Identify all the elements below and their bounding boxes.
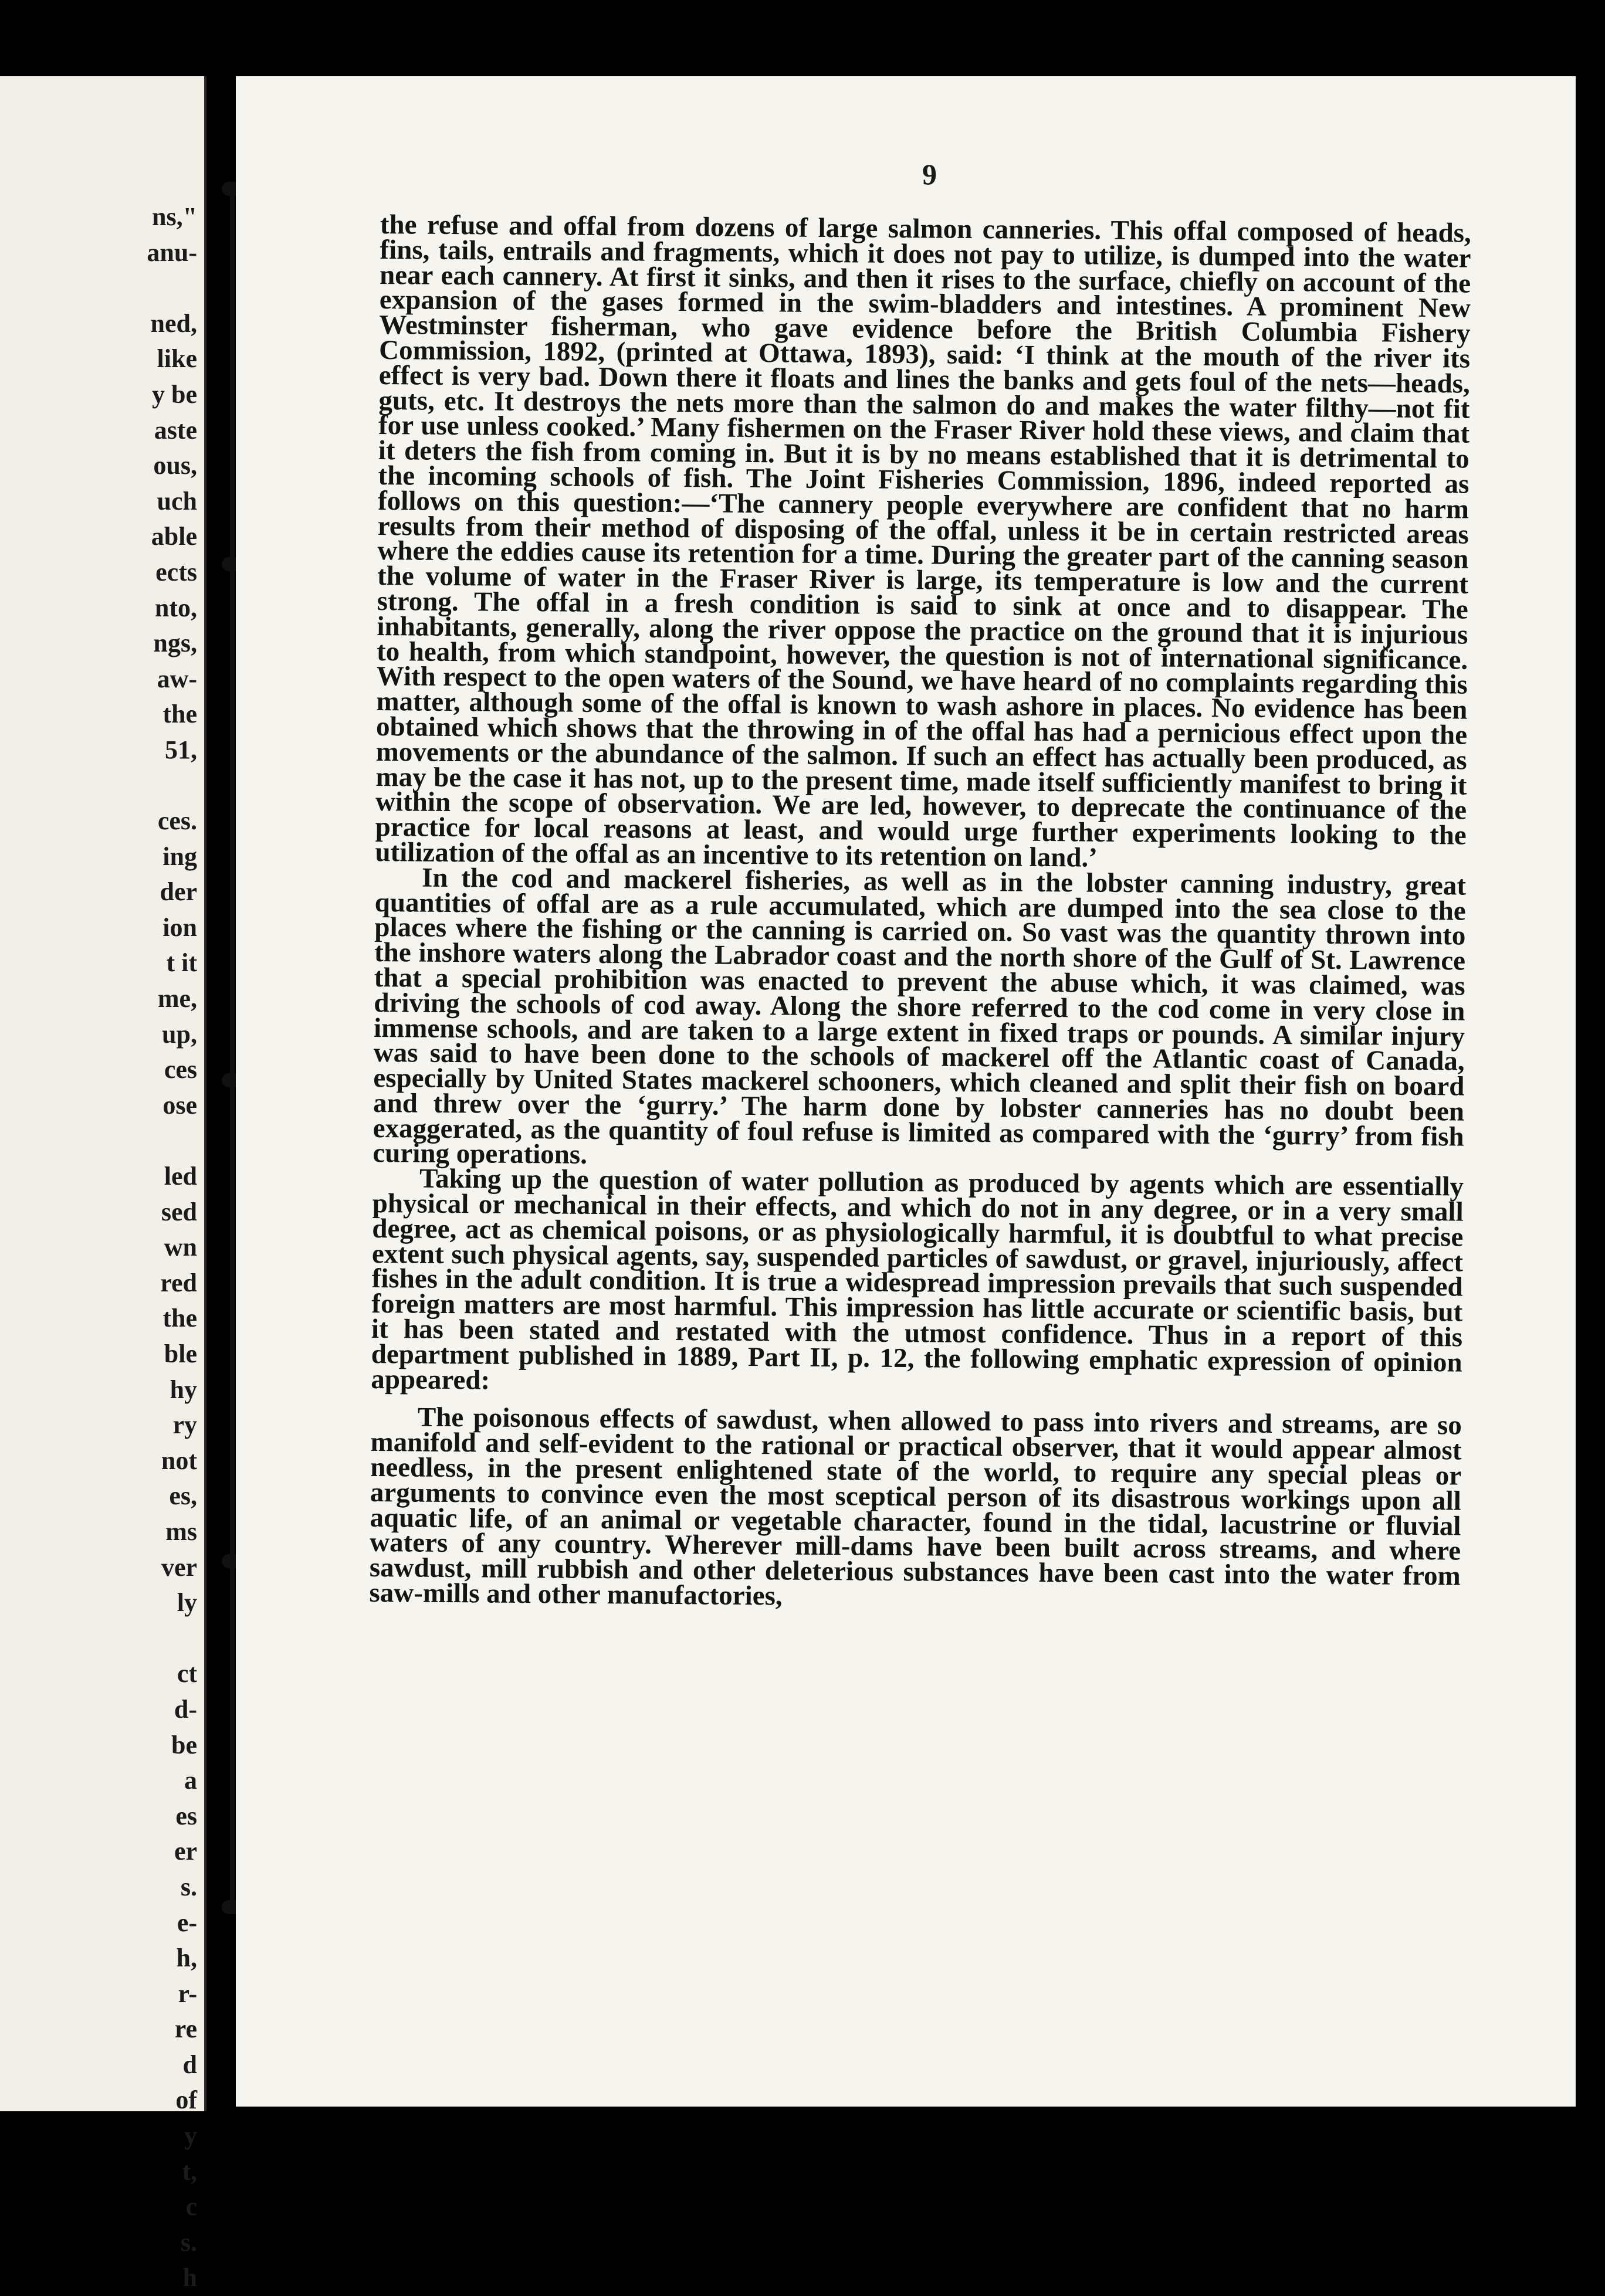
left-page-fragment: not <box>161 1446 197 1475</box>
left-page-fragment: uch <box>157 486 197 516</box>
page-number: 9 <box>922 158 937 191</box>
left-page-fragment: es <box>175 1801 197 1830</box>
left-page-fragment: hy <box>170 1375 197 1404</box>
left-page-fragment: the <box>162 700 197 729</box>
document-page <box>236 76 1576 2107</box>
left-page-fragment: d- <box>174 1694 197 1724</box>
left-page-fragment: ry <box>172 1410 197 1440</box>
left-page-fragment: ion <box>162 913 197 942</box>
left-page-fragment: the <box>162 1304 197 1333</box>
left-page-fragment: aste <box>154 415 197 445</box>
left-page-fragment <box>147 1123 197 1159</box>
scan-border <box>1576 0 1605 2107</box>
left-page-fragment: nto, <box>154 593 197 622</box>
left-page-fragment: h, <box>176 1944 197 1973</box>
left-page-fragment: up, <box>162 1019 197 1049</box>
left-page-fragment: y be <box>152 379 197 409</box>
left-page-fragment: r- <box>178 1979 197 2008</box>
left-page-fragment: ble <box>164 1339 197 1368</box>
left-page-fragment: ver <box>161 1552 197 1582</box>
left-page-fragment: sed <box>161 1197 197 1226</box>
left-page-fragment: ects <box>155 557 197 586</box>
left-page-fragment: ing <box>162 842 197 871</box>
left-page-fragment: h <box>182 2263 197 2292</box>
left-page-fragment: c <box>185 2192 197 2222</box>
paragraph-sawdust-quote: The poisonous effects of sawdust, when allowed to pass into rivers and streams, are so manifold and self-evident to the rational or practical observer, that it would appear almost needless, in the present enlightened state of the world, to require any special pleas or arguments to convince even the most sceptical person of its disastrous workings upon all aquatic life, of an animal or vegetable character, found in the tidal, lacustrine or fluvial waters of any country. Wherever mill-dams have been built across streams, and where sawdust, mill rubbish and other deleterious substances have been cast into the water from saw-mills and other manufactories, <box>369 1402 1462 1612</box>
left-page-fragment <box>147 768 197 804</box>
left-page-fragment: s. <box>180 1872 197 1901</box>
left-page-fragment: er <box>174 1837 197 1866</box>
left-page-fragment: ces. <box>157 806 197 836</box>
left-page-fragment: ose <box>162 1090 197 1120</box>
left-page-fragment: re <box>174 2014 197 2044</box>
body-text <box>369 209 1471 1614</box>
left-page-fragment: wn <box>164 1233 197 1262</box>
left-page-fragment: ces <box>164 1055 197 1084</box>
left-page-fragment: led <box>164 1162 197 1191</box>
left-page-fragment: able <box>151 522 197 551</box>
left-page-fragment: ngs, <box>153 629 197 658</box>
left-page-fragment: like <box>157 344 197 374</box>
left-page-fragment: t, <box>182 2156 197 2186</box>
left-page-fragment: anu- <box>147 238 197 267</box>
left-page-fragment: d <box>182 2050 197 2079</box>
left-page-fragment: der <box>160 877 197 907</box>
left-page-fragment: red <box>160 1268 197 1297</box>
left-page-fragment: 51, <box>165 735 197 764</box>
left-page-fragment: be <box>171 1730 197 1759</box>
left-page-fragment: es, <box>169 1481 197 1511</box>
left-page-fragment: a <box>184 1766 197 1795</box>
left-page-fragment: ned, <box>150 308 197 338</box>
left-page-fragment: ms <box>165 1517 197 1546</box>
paragraph-water-pollution: Taking up the question of water pollution as produced by agents which are essentially physical or mechanical in their effects, and which do not in any degree, or in a very small degree, act as chemical poisons, or as physiologically harmful, it is doubtful to what precise extent such physical agents, say, suspended particles of sawdust, or gravel, injuriously, affect fishes in the adult condition. It is true a widespread impression prevails that such suspended foreign matters are most harmful. This impression has little accurate or scientific basis, but it has been stated and restated with the utmost confidence. Thus in a report of this department published in 1889, Part II, p. 12, the following emphatic expression of opinion appeared: <box>371 1163 1464 1396</box>
paragraph-cannery-offal: the refuse and offal from dozens of large salmon canneries. This offal composed of heads, fins, tails, entrails and fragments, which it does not pay to utilize, is dumped into the water near each cannery. At first it sinks, and then it rises to the surface, chiefly on account of the expansion of the gases formed in the swim-bladders and intestines. A prominent New Westminster fisherman, who gave evidence before the British Columbia Fishery Commission, 1892, (printed at Ottawa, 1893), said: ‘I think at the mouth of the river its effect is very bad. Down there it floats and lines the banks and gets foul of the nets—heads, guts, etc. It destroys the nets more than the salmon do and makes the water filthy—not fit for use unless cooked.’ Many fishermen on the Fraser River hold these views, and claim that it deters the fish from coming in. But it is by no means established that it is detrimental to the incoming schools of fish. The Joint Fisheries Commission, 1896, indeed reported as follows on this question:—‘The cannery people everywhere are confident that no harm results from their method of disposing of the offal, unless it be in certain restricted areas where the eddies cause its retention for a time. During the greater part of the canning season the volume of water in the Fraser River is large, its temperature is low and the current strong. The offal in a fresh condition is said to sink at once and to disappear. The inhabitants, generally, along the river oppose the practice on the ground that it is injurious to health, from which standpoint, however, the question is not of international significance. With respect to the open waters of the Sound, we have heard of no complaints regarding this matter, although some of the offal is known to wash ashore in places. No evidence has been obtained which shows that the throwing in of the offal has had a pernicious effect upon the movements or the abundance of the salmon. If such an effect has actually been produced, as may be the case it has not, up to the present time, made itself sufficiently manifest to bring it within the scope of observation. We are led, however, to deprecate the continuance of the practice for local reasons at least, and would urge further experiments looking to the utilization of the offal as an incentive to its retention on land.’ <box>375 209 1471 873</box>
left-page-fragment: y <box>184 2121 197 2151</box>
left-page-fragment: t it <box>166 948 197 978</box>
paragraph-cod-mackerel-fisheries: In the cod and mackerel fisheries, as well as in the lobster canning industry, great quantities of offal are as a rule accumulated, which are dumped into the sea close to the places where the fishing or the canning is carried on. So vast was the quantity thrown into the inshore waters along the Labrador coast and the north shore of the Gulf of St. Lawrence that a special prohibition was enacted to prevent the abuse which, it was claimed, was driving the schools of cod away. Along the shore referred to the cod come in very close in immense schools, and are taken to a large extent in fixed traps or pounds. A similar injury was said to have been done to the schools of mackerel off the Atlantic coast of Canada, especially by United States mackerel schooners, which cleaned and split their fish on board and threw over the ‘gurry.’ The harm done by lobster canneries has no doubt been exaggerated, as the quantity of foul refuse is limited as compared with the ‘gurry’ from fish curing operations. <box>373 862 1467 1171</box>
left-page-fragment: e- <box>177 1908 197 1937</box>
left-page-fragment: me, <box>157 984 197 1013</box>
left-page-fragment: ous, <box>153 451 197 480</box>
left-facing-page <box>0 76 206 2292</box>
left-page-fragment: of <box>175 2085 197 2115</box>
left-page-fragment: ly <box>177 1588 197 1617</box>
left-page-fragment <box>147 270 197 306</box>
left-page-fragment: ns," <box>151 202 197 231</box>
binding-thread <box>230 182 235 1912</box>
left-page-fragment: ct <box>177 1659 197 1688</box>
left-page-fragment: aw- <box>157 664 197 693</box>
left-page-fragment: s. <box>180 2227 197 2257</box>
left-page-fragment <box>147 1621 197 1657</box>
left-page-text-fragments <box>147 199 197 2296</box>
